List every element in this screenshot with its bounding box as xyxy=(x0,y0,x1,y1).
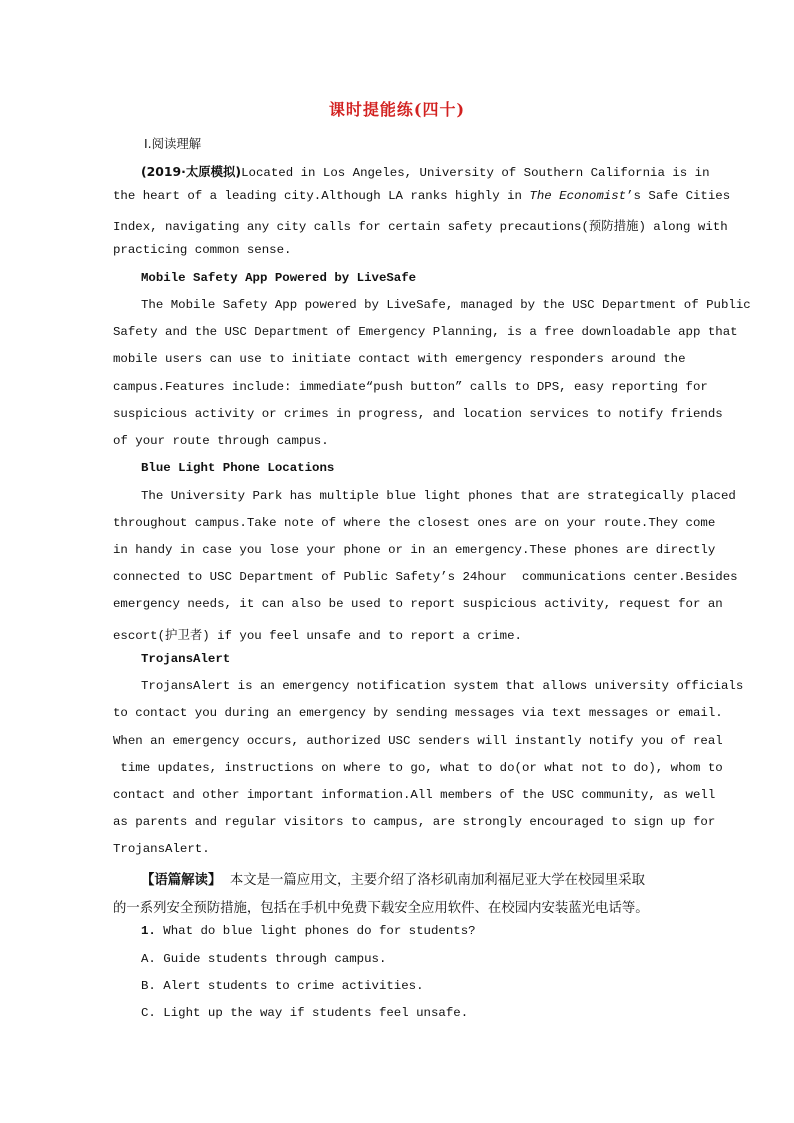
analysis-line-1 xyxy=(141,869,741,888)
alert-line: When an emergency occurs, authorized USC senders will instantly notify you of real xyxy=(113,734,723,748)
app-line: campus.Features include: immediate“push button” calls to DPS, easy reporting for xyxy=(113,380,708,394)
section-label: Ⅰ.阅读理解 xyxy=(144,136,202,151)
alert-line: contact and other important information.All members of the USC community, as well xyxy=(113,788,716,802)
analysis-label: 【语篇解读】 xyxy=(141,873,222,888)
analysis-line-2: 的一系列安全预防措施，包括在手机中免费下载安全应用软件、在校园内安装蓝光电话等。 xyxy=(113,901,649,916)
phones-line: in handy in case you lose your phone or in an emergency.These phones are directly xyxy=(113,543,716,557)
alert-line: TrojansAlert. xyxy=(113,842,210,856)
phones-line: connected to USC Department of Public Safety’s 24hour communications center.Besides xyxy=(113,570,738,584)
intro-line-1 xyxy=(141,162,710,180)
alert-line: to contact you during an emergency by sending messages via text messages or email. xyxy=(113,706,723,720)
app-heading: Mobile Safety App Powered by LiveSafe xyxy=(141,271,417,285)
phones-line: throughout campus.Take note of where the closest ones are on your route.They come xyxy=(113,516,716,530)
alert-heading: TrojansAlert xyxy=(141,652,231,666)
option-c: C. Light up the way if students feel unsafe. xyxy=(141,1006,469,1020)
app-line: The Mobile Safety App powered by LiveSafe, managed by the USC Department of Public xyxy=(141,298,751,312)
phones-line: emergency needs, it can also be used to report suspicious activity, request for an xyxy=(113,597,723,611)
question-text: What do blue light phones do for students? xyxy=(155,924,476,938)
intro-line-2b: ’s Safe Cities xyxy=(626,189,731,203)
publication-name: The Economist xyxy=(529,189,627,203)
option-b: B. Alert students to crime activities. xyxy=(141,979,424,993)
intro-line-2a: the heart of a leading city.Although LA ranks highly in xyxy=(113,189,530,203)
intro-line-2 xyxy=(113,189,730,203)
question-1 xyxy=(141,924,476,938)
analysis-text-1: 本文是一篇应用文，主要介绍了洛杉矶南加利福尼亚大学在校园里采取 xyxy=(221,873,645,888)
app-line: Safety and the USC Department of Emergency Planning, is a free downloadable app that xyxy=(113,325,738,339)
question-number: 1. xyxy=(141,924,156,938)
app-line: of your route through campus. xyxy=(113,434,329,448)
page-title: 课时提能练(四十) xyxy=(328,100,466,119)
phones-line: escort(护卫者) if you feel unsafe and to report a crime. xyxy=(113,629,522,643)
alert-line: as parents and regular visitors to campus, are strongly encouraged to sign up for xyxy=(113,815,716,829)
option-a: A. Guide students through campus. xyxy=(141,952,387,966)
app-line: suspicious activity or crimes in progress, and location services to notify friends xyxy=(113,407,723,421)
app-line: mobile users can use to initiate contact with emergency responders around the xyxy=(113,352,686,366)
alert-line: TrojansAlert is an emergency notification system that allows university officials xyxy=(141,679,744,693)
intro-line-4: practicing common sense. xyxy=(113,243,292,257)
alert-line: time updates, instructions on where to go, what to do(or what not to do), whom to xyxy=(113,761,723,775)
intro-source: (2019·太原模拟) xyxy=(141,164,242,179)
phones-heading: Blue Light Phone Locations xyxy=(141,461,335,475)
intro-line-1-text: Located in Los Angeles, University of Southern California is in xyxy=(241,166,710,180)
intro-line-3: Index, navigating any city calls for certain safety precautions(预防措施) along with xyxy=(113,220,728,234)
phones-line: The University Park has multiple blue light phones that are strategically placed xyxy=(141,489,736,503)
